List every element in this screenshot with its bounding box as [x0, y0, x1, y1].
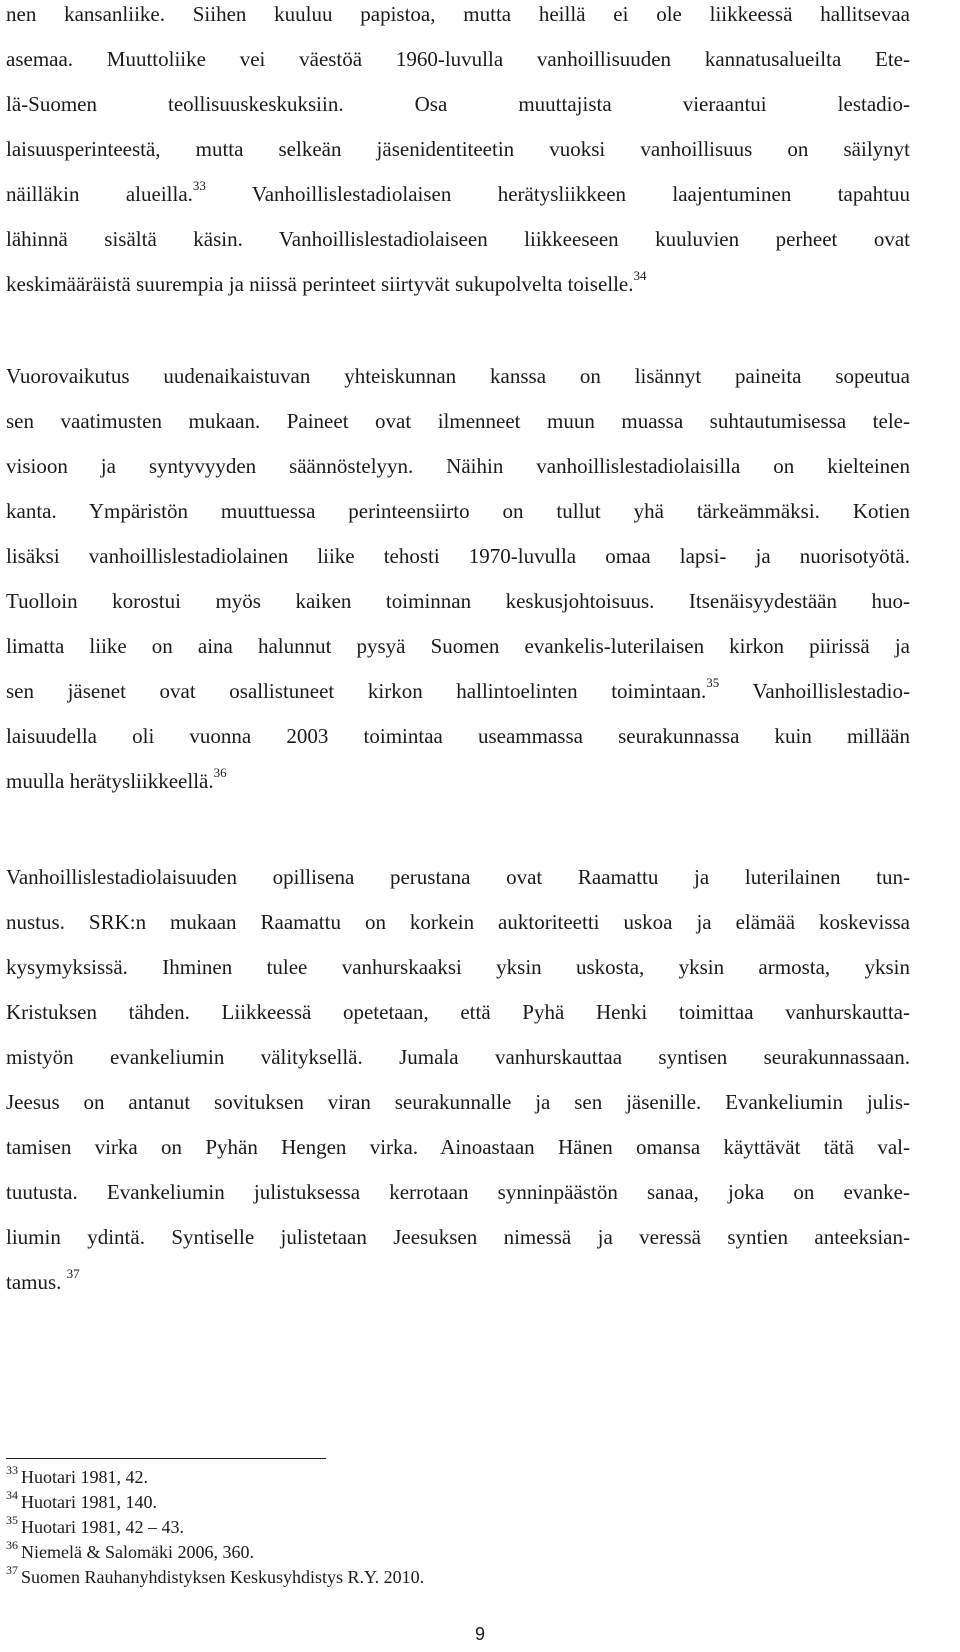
text-line: tamisen virka on Pyhän Hengen virka. Ainoastaan Hänen omansa käyttävät tätä val- — [6, 1135, 910, 1159]
text-fragment: tamus. — [6, 1270, 62, 1294]
text-line — [6, 270, 910, 298]
footnote-separator — [6, 1458, 326, 1459]
text-line: Vuorovaikutus uudenaikaistuvan yhteiskunnan kanssa on lisännyt paineita sopeutua — [6, 364, 910, 388]
footnote-36 — [6, 1538, 254, 1563]
text-line: laisuusperinteestä, mutta selkeän jäsenidentiteetin vuoksi vanhoillisuus on säilynyt — [6, 137, 910, 161]
text-line: nen kansanliike. Siihen kuuluu papistoa, mutta heillä ei ole liikkeessä hallitsevaa — [6, 2, 910, 26]
text-line: Jeesus on antanut sovituksen viran seurakunnalle ja sen jäsenille. Evankeliumin julis- — [6, 1090, 910, 1114]
text-line — [6, 677, 910, 705]
footnote-text: Suomen Rauhanyhdistyksen Keskusyhdistys R.Y. 2010. — [21, 1567, 425, 1587]
text-line: lä-Suomen teollisuuskeskuksiin. Osa muuttajista vieraantui lestadio- — [6, 92, 910, 116]
footnote-number: 33 — [6, 1463, 18, 1477]
text-fragment: keskimääräistä suurempia ja niissä perinteet siirtyvät sukupolvelta toiselle. — [6, 272, 634, 296]
footnote-33 — [6, 1463, 148, 1488]
footnote-text: Niemelä & Salomäki 2006, 360. — [21, 1542, 254, 1562]
text-fragment: Vanhoillislestadio- — [752, 679, 910, 703]
text-line: lähinnä sisältä käsin. Vanhoillislestadiolaiseen liikkeeseen kuuluvien perheet ovat — [6, 227, 910, 251]
footnote-37 — [6, 1563, 425, 1588]
text-line — [6, 180, 910, 208]
footnote-number: 35 — [6, 1513, 18, 1527]
text-line: Kristuksen tähden. Liikkeessä opetetaan, että Pyhä Henki toimittaa vanhurskautta- — [6, 1000, 910, 1024]
footnote-text: Huotari 1981, 42. — [21, 1467, 148, 1487]
footnote-ref-36[interactable]: 36 — [213, 765, 227, 780]
text-line: laisuudella oli vuonna 2003 toimintaa useammassa seurakunnassa kuin millään — [6, 724, 910, 748]
text-line: asemaa. Muuttoliike vei väestöä 1960-luvulla vanhoillisuuden kannatusalueilta Ete- — [6, 47, 910, 71]
text-line: mistyön evankeliumin välityksellä. Jumala vanhurskauttaa syntisen seurakunnassaan. — [6, 1045, 910, 1069]
text-fragment: muulla herätysliikkeellä. — [6, 769, 214, 793]
page-number: 9 — [474, 1624, 485, 1644]
footnote-ref-35[interactable]: 35 — [706, 675, 720, 690]
footnote-number: 36 — [6, 1538, 18, 1552]
text-line: kysymyksissä. Ihminen tulee vanhurskaaksi yksin uskosta, yksin armosta, yksin — [6, 955, 910, 979]
text-line — [6, 767, 910, 795]
text-line: Vanhoillislestadiolaisuuden opillisena perustana ovat Raamattu ja luterilainen tun- — [6, 865, 910, 889]
footnote-ref-33[interactable]: 33 — [192, 178, 206, 193]
text-fragment: Vanhoillislestadiolaisen herätysliikkeen laajentuminen tapahtuu — [251, 182, 911, 206]
footnote-text: Huotari 1981, 140. — [21, 1492, 157, 1512]
text-line: visioon ja syntyvyyden säännöstelyyn. Näihin vanhoillislestadiolaisilla on kielteinen — [6, 454, 910, 478]
footnote-ref-34[interactable]: 34 — [633, 268, 647, 283]
text-line: lisäksi vanhoillislestadiolainen liike tehosti 1970-luvulla omaa lapsi- ja nuorisotyötä. — [6, 544, 910, 568]
text-line — [6, 1268, 910, 1296]
footnote-34 — [6, 1488, 157, 1513]
text-line: tuutusta. Evankeliumin julistuksessa kerrotaan synninpäästön sanaa, joka on evanke- — [6, 1180, 910, 1204]
footnote-number: 37 — [6, 1563, 18, 1577]
footnote-ref-37[interactable]: 37 — [66, 1266, 80, 1281]
footnote-35 — [6, 1513, 184, 1538]
text-line: Tuolloin korostui myös kaiken toiminnan keskusjohtoisuus. Itsenäisyydestään huo- — [6, 589, 910, 613]
text-line: limatta liike on aina halunnut pysyä Suomen evankelis-luterilaisen kirkon piirissä ja — [6, 634, 910, 658]
text-line: sen vaatimusten mukaan. Paineet ovat ilmenneet muun muassa suhtautumisessa tele- — [6, 409, 910, 433]
text-line: kanta. Ympäristön muuttuessa perinteensiirto on tullut yhä tärkeämmäksi. Kotien — [6, 499, 910, 523]
text-line: nustus. SRK:n mukaan Raamattu on korkein auktoriteetti uskoa ja elämää koskevissa — [6, 910, 910, 934]
footnote-number: 34 — [6, 1488, 18, 1502]
text-fragment: sen jäsenet ovat osallistuneet kirkon hallintoelinten toimintaan. — [6, 679, 707, 703]
text-line: liumin ydintä. Syntiselle julistetaan Jeesuksen nimessä ja veressä syntien anteeksian- — [6, 1225, 910, 1249]
text-fragment: näilläkin alueilla. — [6, 182, 193, 206]
footnote-text: Huotari 1981, 42 – 43. — [21, 1517, 184, 1537]
